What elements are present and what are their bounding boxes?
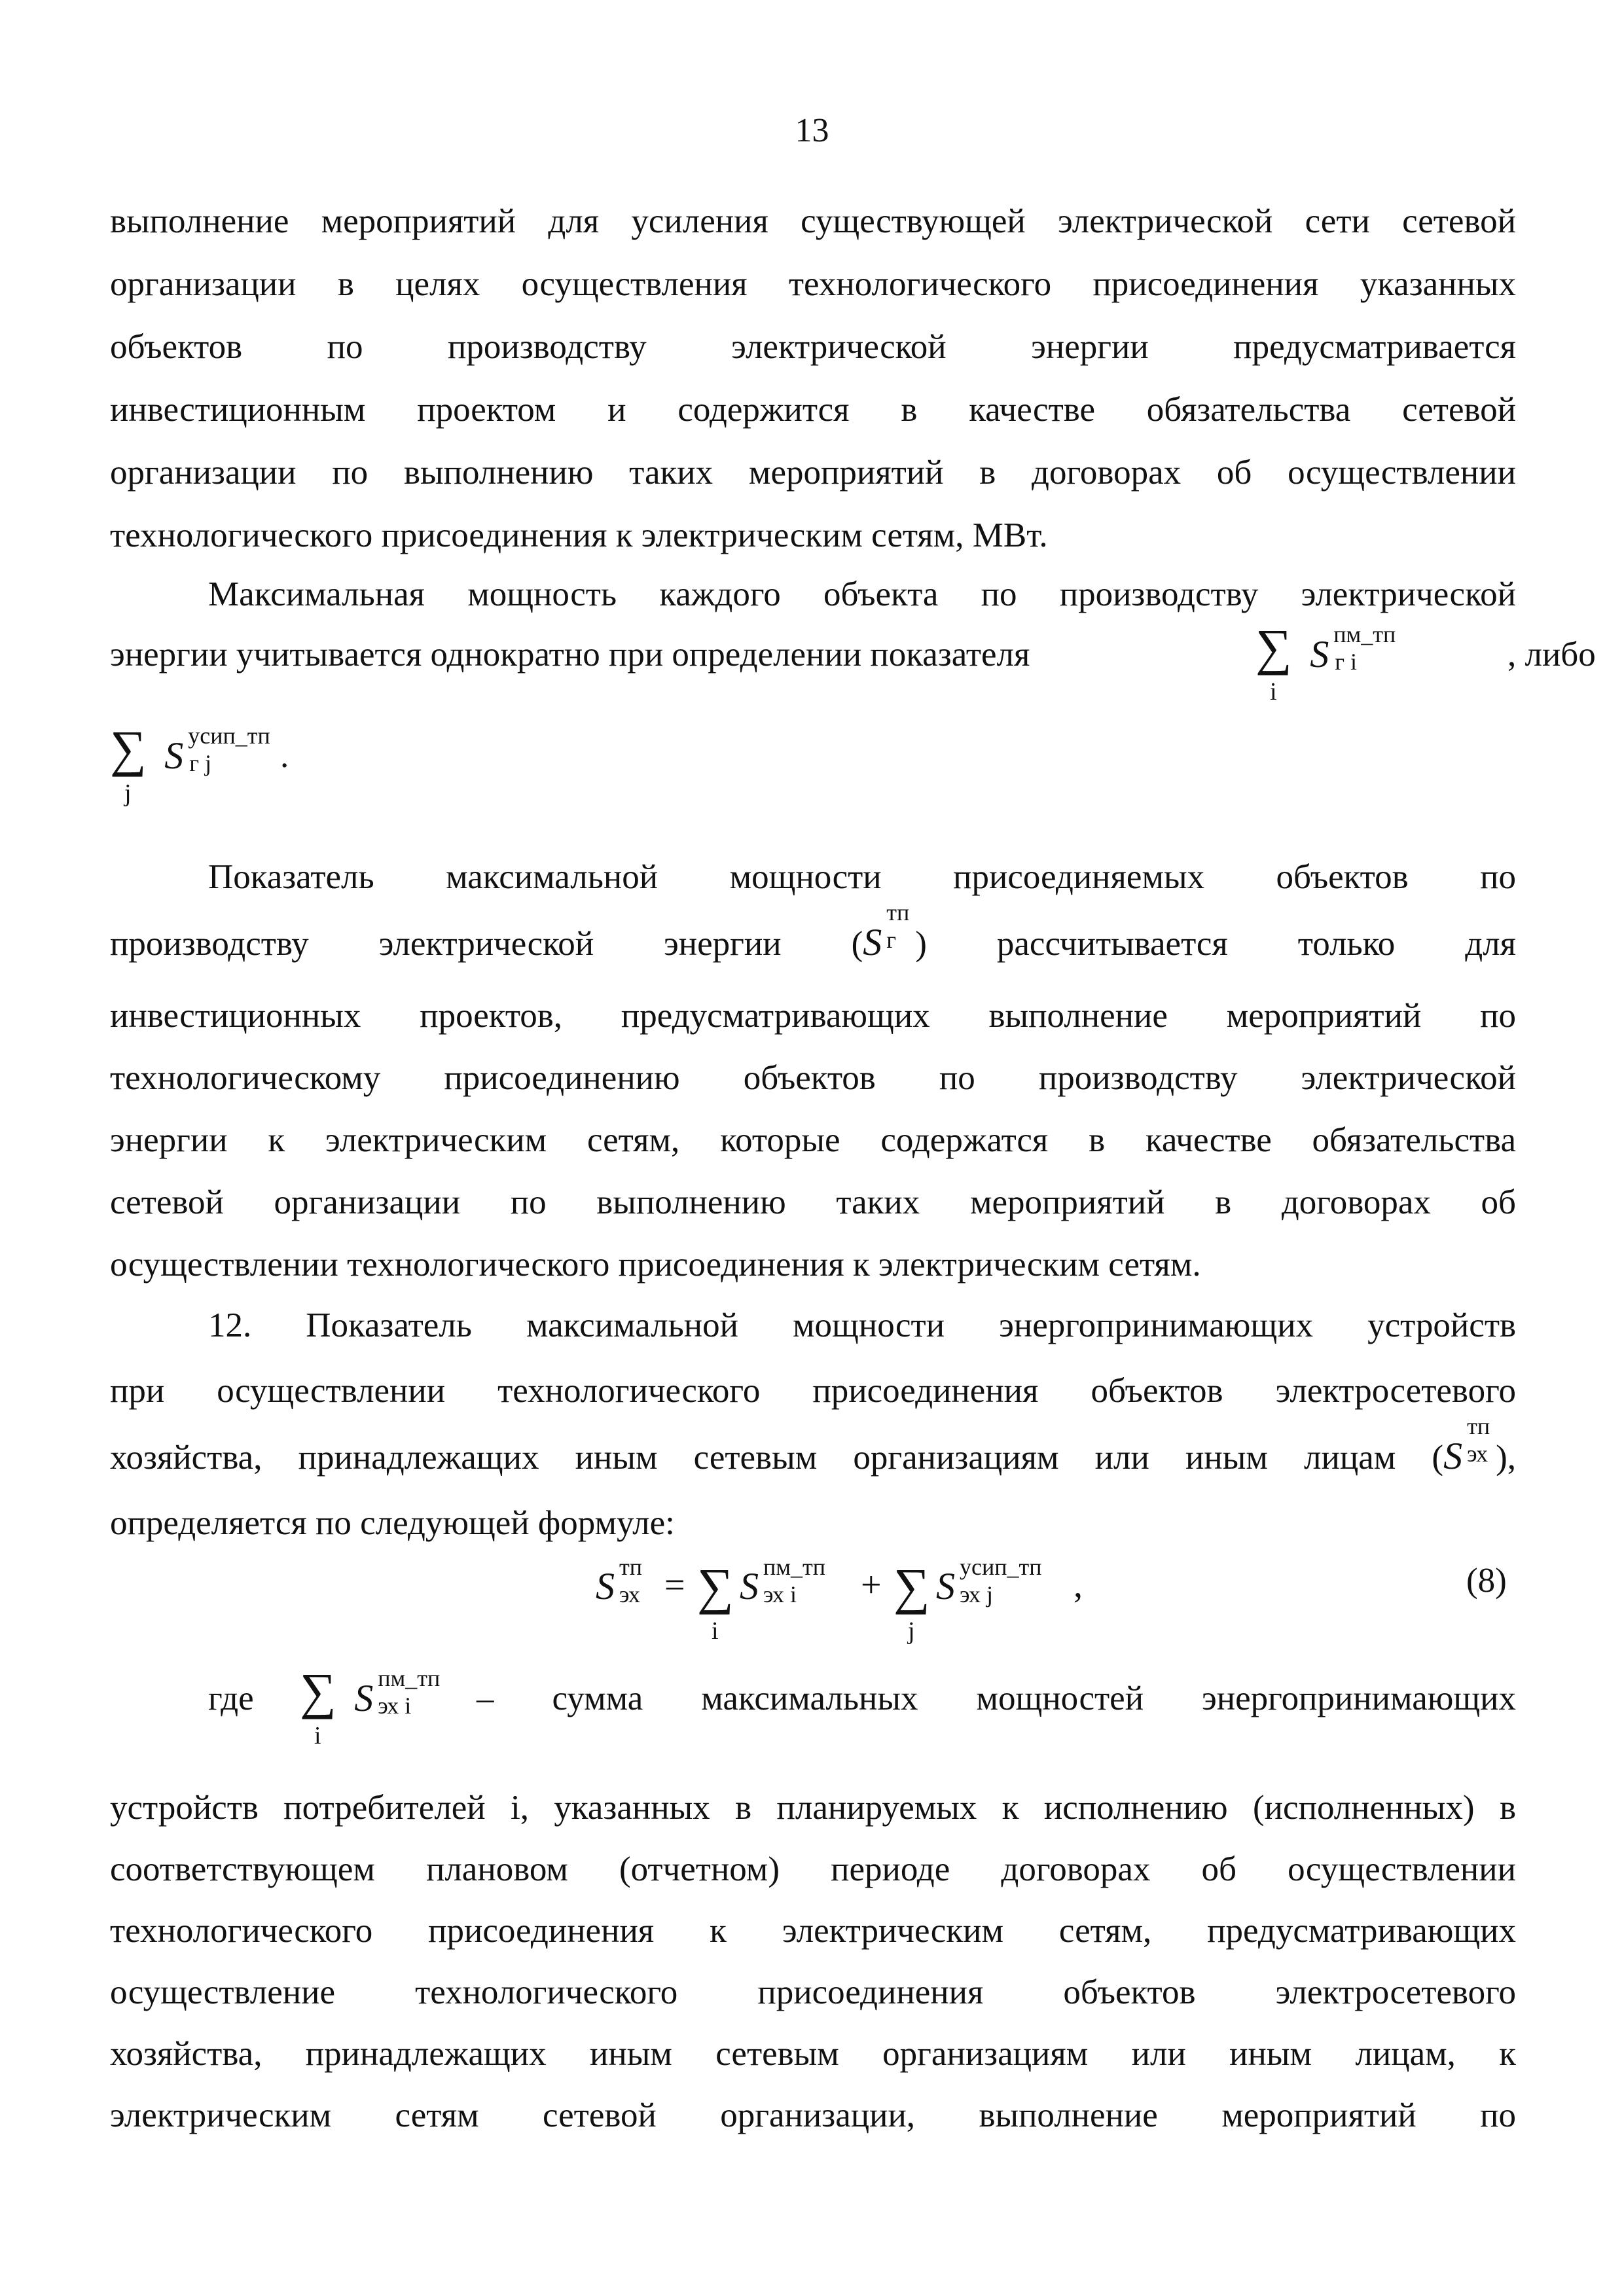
- s-eh-pm-tp: S пм_тп эх i: [740, 1554, 826, 1607]
- paragraph-5-line: соответствующем плановом (отчетном) периоде договорах об осуществлении: [110, 1850, 1516, 1888]
- paragraph-3-line: сетевой организации по выполнению таких мероприятий в договорах об: [110, 1183, 1516, 1221]
- formula-8: [569, 1554, 1224, 1649]
- sum-sign: ∑ i: [1255, 619, 1292, 706]
- paragraph-3-text-b: ) рассчитывается только для: [915, 925, 1516, 963]
- paragraph-1-line: объектов по производству электрической энергии предусматривается: [110, 328, 1516, 366]
- paragraph-4-text-a: хозяйства, принадлежащих иным сетевым организациям или иным лицам (: [110, 1439, 1444, 1477]
- formula-comma: ,: [1074, 1565, 1083, 1605]
- paragraph-4-line: при осуществлении технологического присоединения объектов электросетевого: [110, 1372, 1516, 1410]
- s-g-pm-tp: S пм_тп г i: [1310, 621, 1396, 675]
- sum-sign: ∑ j: [893, 1558, 930, 1645]
- paragraph-3-body: [110, 985, 1516, 1296]
- paragraph-1-line: организации в целях осуществления технологического присоединения указанных: [110, 265, 1516, 303]
- sum-sign: ∑ i: [697, 1558, 734, 1645]
- paragraph-5-line: хозяйства, принадлежащих иным сетевым организациям или иным лицам, к: [110, 2035, 1516, 2073]
- s-eh-pm-tp-where: S пм_тп эх i: [354, 1665, 441, 1719]
- plus-sign: +: [861, 1565, 882, 1605]
- paragraph-4-text: Показатель максимальной мощности энергопринимающих устройств: [306, 1306, 1517, 1344]
- sum-sign: ∑ j: [110, 720, 147, 807]
- paragraph-2: [110, 563, 1516, 626]
- page-number: 13: [795, 112, 829, 149]
- paragraph-4-text-b: ),: [1496, 1439, 1516, 1477]
- paragraph-2-text: энергии учитывается однократно при определении показателя: [110, 636, 1030, 673]
- paragraph-1: [110, 190, 1516, 567]
- sum-expression-pm-eh: [300, 1662, 470, 1749]
- paragraph-5-line: устройств потребителей i, указанных в планируемых к исполнению (исполненных) в: [110, 1789, 1516, 1827]
- paragraph-3-line: инвестиционных проектов, предусматривающих выполнение мероприятий по: [110, 997, 1516, 1035]
- paragraph-5-line: технологического присоединения к электрическим сетям, предусматривающих: [110, 1912, 1516, 1950]
- paragraph-4-line: определяется по следующей формуле:: [110, 1504, 675, 1542]
- sum-expression-usip: [110, 720, 372, 807]
- paragraph-5: [110, 1777, 1516, 2146]
- paragraph-3-line: технологическому присоединению объектов по производству электрической: [110, 1059, 1516, 1097]
- equation-number: (8): [1466, 1562, 1507, 1600]
- paragraph-3-line: осуществлении технологического присоединения к электрическим сетям.: [110, 1246, 1201, 1283]
- s-eh-usip-tp: S усип_тп эх j: [936, 1554, 1042, 1607]
- paragraph-4: [110, 1293, 1516, 1556]
- paragraph-3-text-a: производству электрической энергии (: [110, 925, 863, 963]
- paragraph-2-period: .: [280, 737, 289, 775]
- paragraph-4-line: [110, 1413, 1516, 1490]
- paragraph-1-line: выполнение мероприятий для усиления существующей электрической сети сетевой: [110, 202, 1516, 240]
- paragraph-5-line: электрическим сетям сетевой организации, выполнение мероприятий по: [110, 2096, 1516, 2134]
- paragraph-4-line: [110, 1293, 1516, 1358]
- s-eh-tp: S тп эх: [1443, 1413, 1490, 1477]
- sum-sign: ∑ i: [300, 1662, 336, 1749]
- s-g-tp: S тп г: [863, 899, 910, 963]
- paragraph-3-line: энергии к электрическим сетям, которые содержатся в качестве обязательства: [110, 1121, 1516, 1159]
- paragraph-3-line: Показатель максимальной мощности присоединяемых объектов по: [208, 858, 1516, 896]
- s-eh-tp-lhs: S тп эх: [596, 1554, 642, 1607]
- paragraph-1-line: технологического присоединения к электрическим сетям, МВт.: [110, 516, 1048, 554]
- s-g-usip-tp: S усип_тп г j: [164, 723, 270, 777]
- paragraph-1-line: организации по выполнению таких мероприятий в договорах об осуществлении: [110, 454, 1516, 492]
- paragraph-2-line2: [110, 619, 1596, 706]
- paragraph-3-line: [110, 899, 1516, 977]
- where-word: где: [208, 1679, 254, 1717]
- paragraph-2-tail: , либо: [1507, 636, 1596, 673]
- paragraph-2-line: Максимальная мощность каждого объекта по производству электрической: [208, 575, 1516, 613]
- paragraph-5-line: осуществление технологического присоединения объектов электросетевого: [110, 1973, 1516, 2011]
- paragraph-1-line: инвестиционным проектом и содержится в качестве обязательства сетевой: [110, 391, 1516, 429]
- equals-sign: =: [664, 1565, 685, 1605]
- item-number: 12.: [208, 1306, 252, 1344]
- where-definition: – сумма максимальных мощностей энергопринимающих: [477, 1679, 1516, 1717]
- sum-expression-pm: [1255, 619, 1439, 706]
- paragraph-3: [110, 844, 1516, 977]
